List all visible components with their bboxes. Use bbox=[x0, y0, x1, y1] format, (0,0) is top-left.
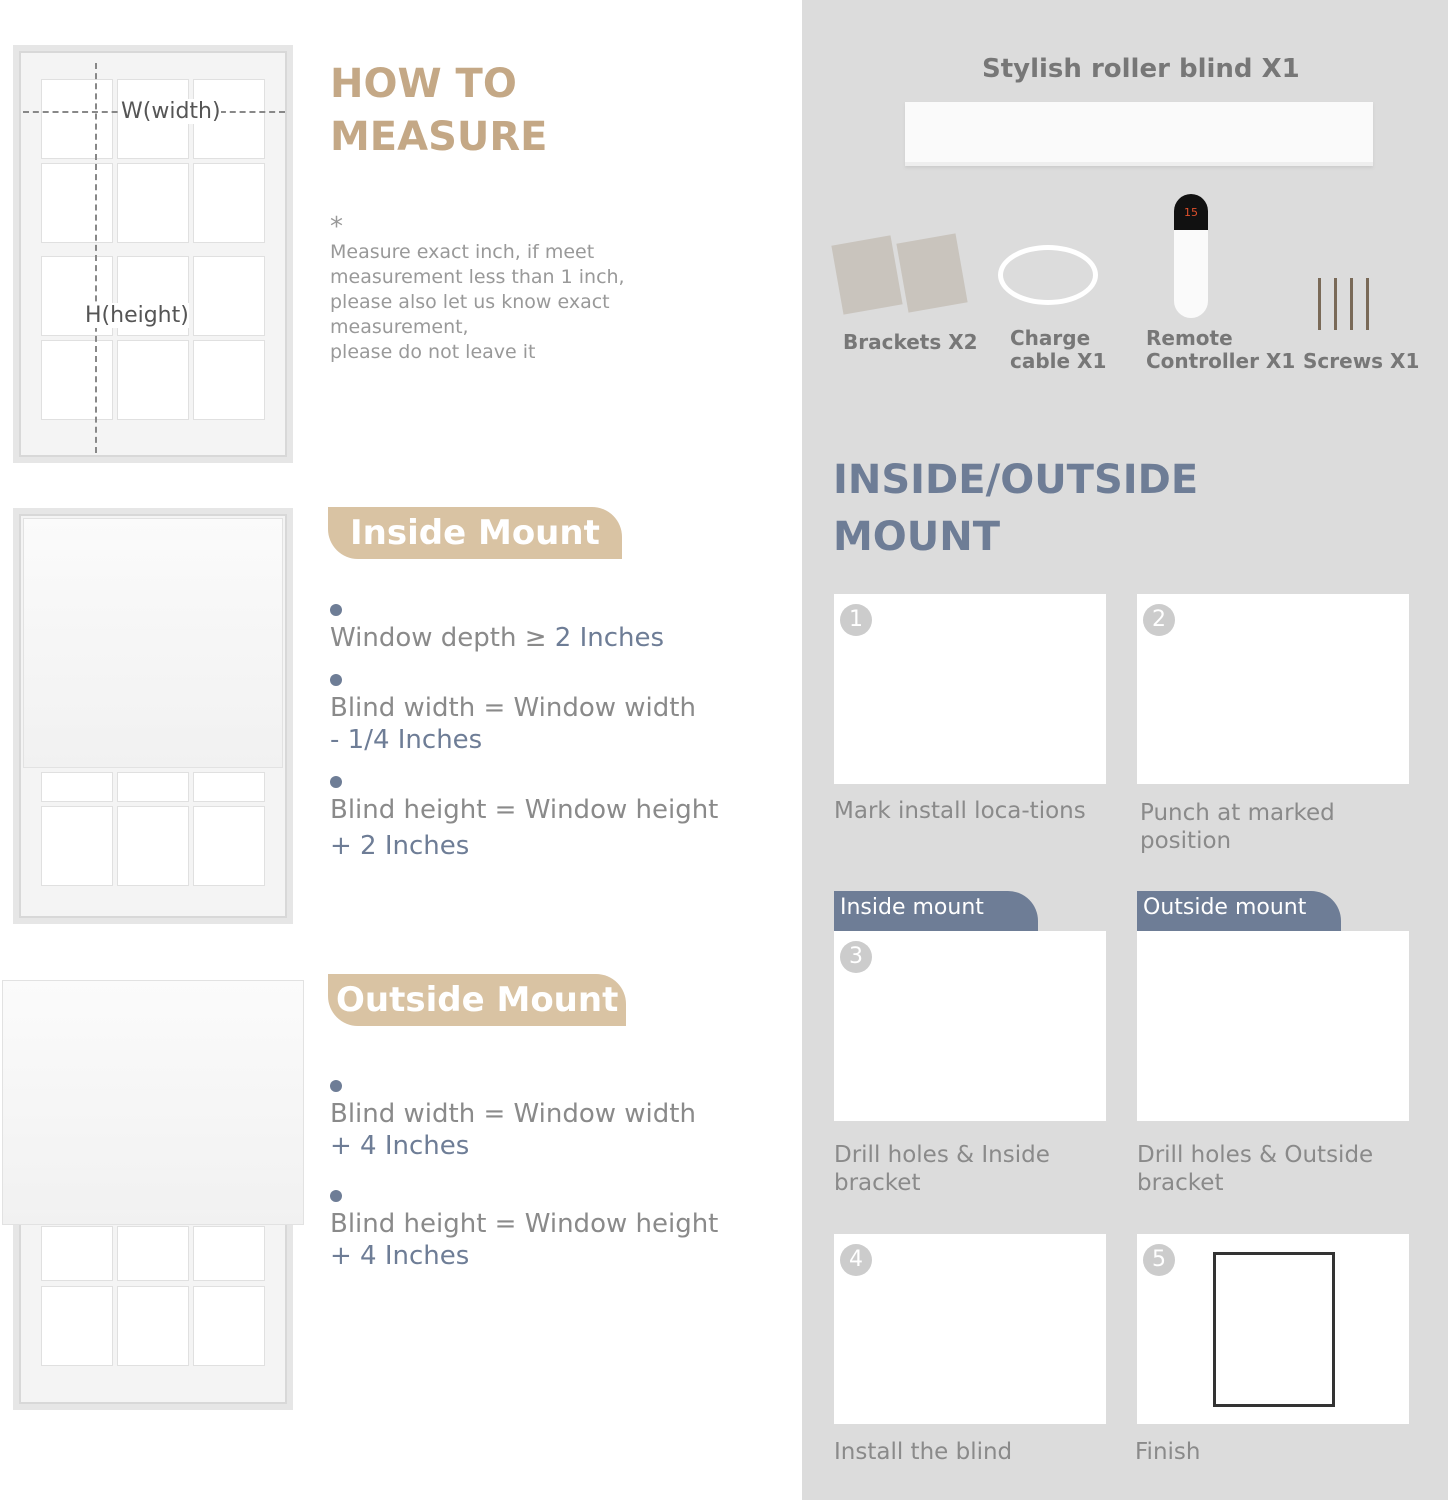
cable-image bbox=[998, 245, 1098, 305]
right-panel bbox=[802, 0, 1448, 1500]
package-item-brackets: Brackets X2 bbox=[843, 330, 978, 354]
outside-mount-title: Outside Mount bbox=[328, 974, 626, 1026]
inside-mount-tag: Inside mount bbox=[834, 891, 1038, 931]
roller-blind-image bbox=[905, 102, 1373, 166]
step-3-caption: Drill holes & Inside bracket bbox=[834, 1142, 1050, 1196]
inside-mount-title: Inside Mount bbox=[328, 507, 622, 559]
step-5-caption: Finish bbox=[1135, 1439, 1201, 1465]
step-4-image: 4 bbox=[834, 1234, 1106, 1424]
package-item-cable: Charge cable X1 bbox=[1010, 326, 1107, 373]
step-2-image: 2 bbox=[1137, 594, 1409, 784]
package-item-screws: Screws X1 bbox=[1303, 349, 1420, 373]
remote-image: 15 bbox=[1174, 194, 1208, 318]
step-1-image: 1 bbox=[834, 594, 1106, 784]
screws-image bbox=[1312, 225, 1372, 330]
package-item-remote: Remote Controller X1 bbox=[1146, 326, 1296, 373]
how-to-measure-title: HOW TO MEASURE bbox=[330, 61, 548, 160]
outside-mount-tag: Outside mount bbox=[1137, 891, 1341, 931]
inside-mount-list: Window depth ≥ 2 Inches Blind width = Window width - 1/4 Inches Blind height = Window height + 2 Inches bbox=[330, 604, 760, 866]
mount-title: INSIDE/OUTSIDE MOUNT bbox=[833, 457, 1199, 560]
step-3b-caption: Drill holes & Outside bracket bbox=[1137, 1142, 1374, 1196]
step-3-image: 3 bbox=[834, 931, 1106, 1121]
height-label: H(height) bbox=[85, 303, 189, 328]
outside-mount-list: Blind width = Window width + 4 Inches Blind height = Window height + 4 Inches bbox=[330, 1080, 760, 1272]
step-2-caption: Punch at marked position bbox=[1140, 800, 1335, 854]
step-3b-image bbox=[1137, 931, 1409, 1121]
brackets-image bbox=[831, 235, 902, 314]
step-5-image: 5 bbox=[1137, 1234, 1409, 1424]
step-1-caption: Mark install loca-tions bbox=[834, 798, 1086, 824]
width-label: W(width) bbox=[121, 99, 221, 124]
measure-note: * Measure exact inch, if meet measurement less than 1 inch, please also let us know exact measurement, please do not leave it bbox=[330, 212, 625, 363]
inside-mount-image bbox=[13, 508, 293, 924]
package-title: Stylish roller blind X1 bbox=[982, 54, 1300, 84]
step-4-caption: Install the blind bbox=[834, 1439, 1013, 1465]
window-diagram bbox=[13, 45, 293, 463]
